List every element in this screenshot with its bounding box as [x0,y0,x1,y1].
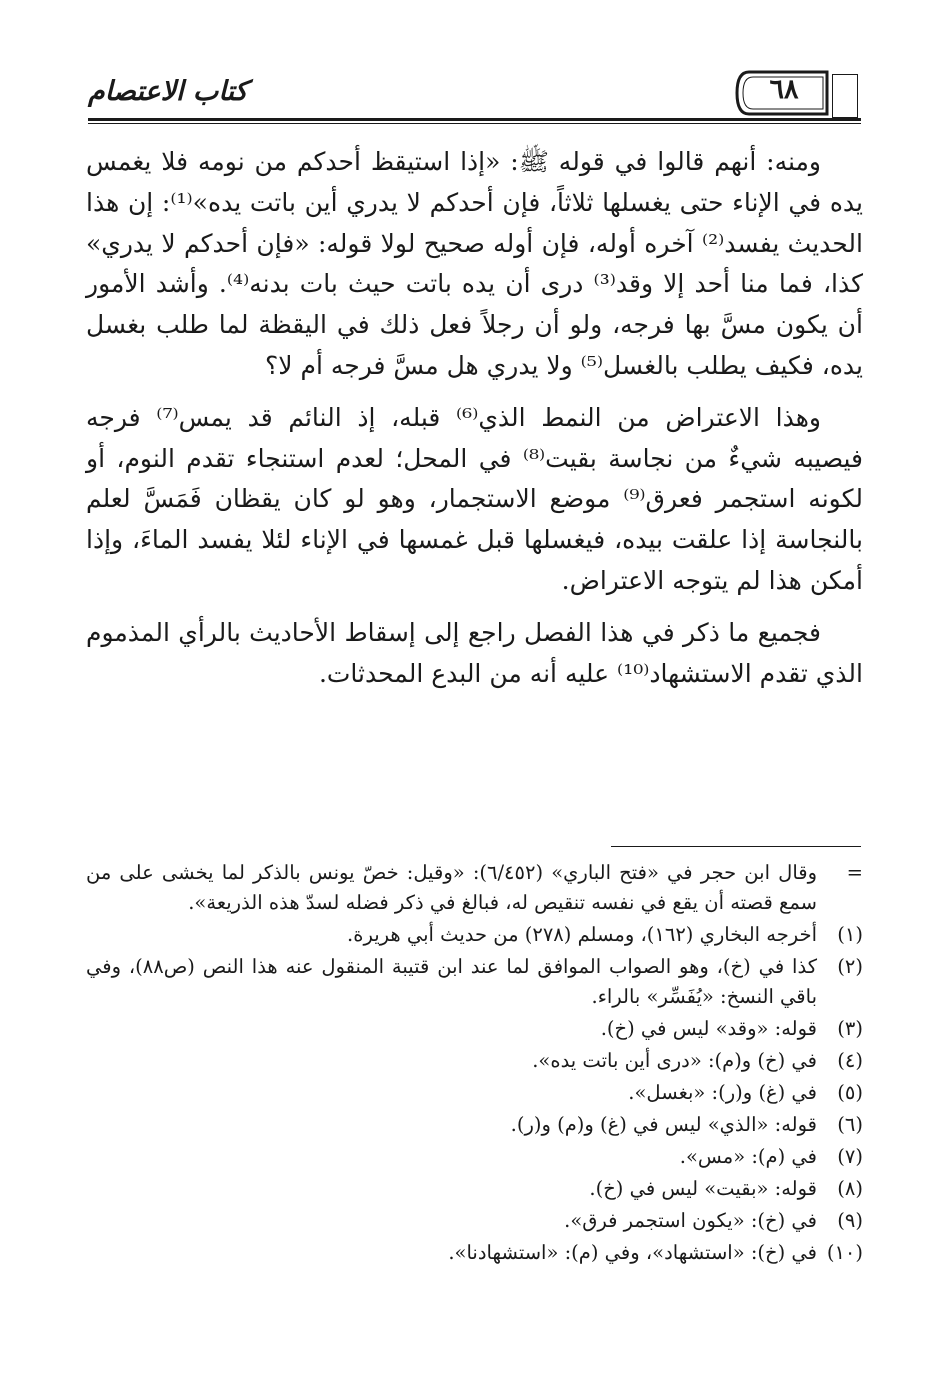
footnote-number: (٩) [837,1209,863,1232]
footnote-text: قوله: «بقيت» ليس في (خ). [589,1177,817,1200]
header-rule [88,118,861,121]
page-number-frame [735,70,833,116]
page-number: ٦٨ [769,74,799,105]
footnote [86,1142,863,1172]
paragraph: وهذا الاعتراض من النمط الذي⁽⁶⁾ قبله، إذ النائم قد يمس⁽⁷⁾ فرجه فيصيبه شيءٌ من نجاسة بقيت⁽⁸⁾ في المحل؛ لعدم استنجاء تقدم النوم، أو لكونه استجمر فعرق⁽⁹⁾ موضع الاستجمار، وهو لو كان يقظان فَمَسَّ لعلم بالنجاسة إذا علقت بيده، فيغسلها قبل غمسها في الإناء لئلا يفسد الماءَ، وإذا أمكن هذا لم يتوجه الاعتراض. [86,402,863,595]
footnote [86,1078,863,1108]
footnote-text: في (خ): «يكون استجمر فرق». [564,1209,817,1232]
footnote [86,1014,863,1044]
header-rule-thin [88,123,861,124]
footnote [86,1174,863,1204]
footnote-number: (٨) [837,1177,863,1200]
footnotes [86,858,863,1270]
paragraph: ومنه: أنهم قالوا في قوله ﷺ: «إذا استيقظ أحدكم من نومه فلا يغمس يده في الإناء حتى يغسلها ثلاثاً، فإن أحدكم لا يدري أين باتت يده»⁽¹⁾: إن هذا الحديث يفسد⁽²⁾ آخره أوله، فإن أوله صحيح لولا قوله: «فإن أحدكم لا يدري» كذا، فما منا أحد إلا وقد⁽³⁾ درى أن يده باتت حيث بات بدنه⁽⁴⁾. وأشد الأمور أن يكون مسَّ بها فرجه، ولو أن رجلاً فعل ذلك في اليقظة لما طلب بغسل يده، فكيف يطلب بالغسل⁽⁵⁾ ولا يدري هل مسَّ فرجه أم لا؟ [86,147,864,380]
footnote-text: أخرجه البخاري (١٦٢)، ومسلم (٢٧٨) من حديث أبي هريرة. [347,923,817,946]
book-title: كتاب الاعتصام [88,76,248,107]
footnote-text: وقال ابن حجر في «فتح الباري» (٦/٤٥٢): «وقيل: خصّ يونس بالذكر لما يخشى على من سمع قصته أن يقع في نفسه تنقيص له، فبالغ في ذكر فضله لسدّ هذه الذريعة». [86,861,817,914]
footnote [86,952,863,1012]
footnote-text: في (خ) و(م): «درى أين باتت يده». [532,1049,817,1072]
footnote-text: في (م): «مس». [679,1145,817,1168]
footnote [86,920,863,950]
footnote-number: (٣) [837,1017,863,1040]
main-text [86,142,863,705]
footnote [86,1238,863,1268]
footnote-text: في (خ): «استشهاد»، وفي (م): «استشهادنا». [448,1241,817,1264]
footnote-text: في (غ) و(ر): «بغسل». [628,1081,817,1104]
footnote-number: (١٠) [826,1241,863,1264]
footnote-text: كذا في (خ)، وهو الصواب الموافق لما عند ابن قتيبة المنقول عنه هذا النص (ص٨٨)، وفي باقي النسخ: «يُفَسِّر» بالراء. [86,955,817,1008]
footnote-number: (٦) [837,1113,863,1136]
footnote-number: (٥) [837,1081,863,1104]
footnote [86,1046,863,1076]
footnote-number: (٢) [837,955,863,978]
footnote-number: (٤) [837,1049,863,1072]
footnote-text: قوله: «الذي» ليس في (غ) و(م) و(ر). [510,1113,817,1136]
footnote [86,1110,863,1140]
footnote-number: = [846,861,863,884]
footnote [86,1206,863,1236]
footnote-number: (١) [837,923,863,946]
footnote-number: (٧) [837,1145,863,1168]
footnote-separator [611,846,861,847]
paragraph: فجميع ما ذكر في هذا الفصل راجع إلى إسقاط الأحاديث بالرأي المذموم الذي تقدم الاستشهاد⁽¹⁰⁾ عليه أنه من البدع المحدثات. [86,617,863,688]
footnote-text: قوله: «وقد» ليس في (خ). [600,1017,817,1040]
header-ornament-block [832,74,858,118]
footnote-continuation [86,858,863,918]
